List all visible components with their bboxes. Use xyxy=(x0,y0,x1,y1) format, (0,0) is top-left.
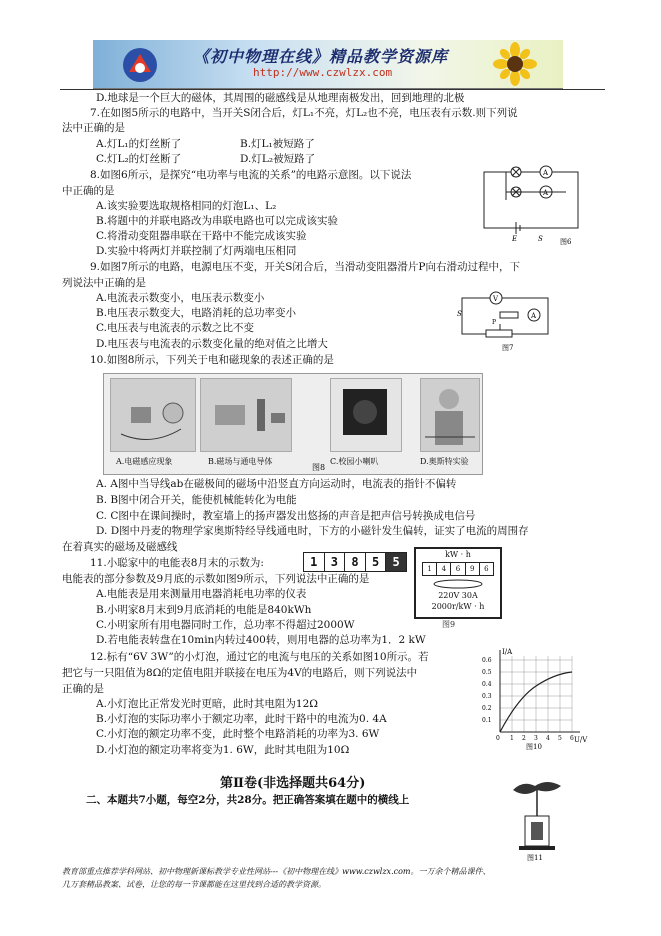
circuit-figure-6 xyxy=(476,152,586,246)
meter-digit: 9 xyxy=(466,563,480,575)
photo-b xyxy=(200,378,292,452)
question-9: 9.如图7所示的电路，电源电压不变，开关S闭合后，当滑动变阻器滑片P向右滑动过程中，下 xyxy=(90,261,520,273)
figure-9-label: 图9 xyxy=(442,620,456,629)
option: D.灯L₂被短路了 xyxy=(240,153,316,165)
meter-digit: 6 xyxy=(484,565,489,573)
y-tick: 0.5 xyxy=(482,669,492,676)
svg-text:S: S xyxy=(457,310,462,318)
banner-title: 《初中物理在线》精品教学资源库 xyxy=(193,47,449,66)
footer-line: 几万套精品教案、试卷，让您的每一节课都能在这里找到合适的教学资源。 xyxy=(62,880,326,889)
graph-ylabel: I/A xyxy=(502,648,513,656)
option: B.电压表示数变大，电路消耗的总功率变小 xyxy=(96,307,297,319)
option: C.灯L₂的灯丝断了 xyxy=(96,153,182,165)
meter-digit: 3 xyxy=(325,553,346,571)
option: B. B图中闭合开关，能使机械能转化为电能 xyxy=(96,494,297,506)
meter-unit: kW · h xyxy=(445,550,471,559)
svg-text:S: S xyxy=(538,235,543,243)
option: C. C图中在课间操时，教室墙上的扬声器发出悠扬的声音是把声信号转换成电信号 xyxy=(96,510,476,522)
y-tick: 0.1 xyxy=(482,717,492,724)
svg-text:P: P xyxy=(492,319,497,326)
footer-line: 教育部重点推荐学科网站、初中物理新课标教学专业性网站---《初中物理在线》www.czwlzx.com。一万余个精品课件、 xyxy=(62,867,491,876)
question-11: 11.小聪家中的电能表8月末的示数为: xyxy=(90,557,264,569)
header-rule xyxy=(60,89,605,90)
option: D.电压表与电流表的示数变化量的绝对值之比增大 xyxy=(96,338,328,350)
svg-text:E: E xyxy=(512,235,518,243)
x-tick: 2 xyxy=(522,735,526,742)
meter-digit: 1 xyxy=(304,553,325,571)
photo-caption: C.校园小喇叭 xyxy=(330,457,379,466)
svg-text:A: A xyxy=(543,189,549,197)
text-line: 中正确的是 xyxy=(62,185,115,197)
option: D. D图中丹麦的物理学家奥斯特经导线通电时，下方的小磁针发生偏转，证实了电流的周围存 xyxy=(96,525,529,537)
option: D.小灯泡的额定功率将变为1. 6W，此时其电阻为10Ω xyxy=(96,744,350,756)
option: A.电流表示数变小，电压表示数变小 xyxy=(96,292,265,304)
option: B.将题中的并联电路改为串联电路也可以完成该实验 xyxy=(96,215,339,227)
option: B.小灯泡的实际功率小于额定功率，此时干路中的电流为0. 4A xyxy=(96,713,387,725)
graph-figure-10 xyxy=(478,646,588,750)
option: A.电能表是用来测量用电器消耗电功率的仪表 xyxy=(96,588,307,600)
option: B.灯L₁被短路了 xyxy=(240,138,315,150)
x-tick: 0 xyxy=(496,735,500,742)
option: C.电压表与电流表的示数之比不变 xyxy=(96,322,254,334)
graph-xlabel: U/V xyxy=(574,736,588,744)
photo-a xyxy=(110,378,196,452)
photo-c xyxy=(330,378,402,452)
circuit-figure-7 xyxy=(456,288,556,354)
banner-url[interactable]: http://www.czwlzx.com xyxy=(253,66,393,79)
photo-caption: A.电磁感应现象 xyxy=(116,457,173,466)
x-tick: 5 xyxy=(558,735,562,742)
question-7: 7.在如图5所示的电路中，当开关S闭合后，灯L₁不亮，灯L₂也不亮，电压表有示数.则下列说 xyxy=(90,107,518,119)
text-line: D.地球是一个巨大的磁体，其周围的磁感线是从地理南极发出，回到地理的北极 xyxy=(96,92,465,104)
option: A.小灯泡比正常发光时更暗，此时其电阻为12Ω xyxy=(96,698,318,710)
figure-8-photos xyxy=(103,373,483,475)
y-tick: 0.4 xyxy=(482,681,492,688)
electricity-meter-figure-9 xyxy=(414,547,502,619)
option: B.小明家8月末到9月底消耗的电能是840kWh xyxy=(96,604,312,616)
y-tick: 0.3 xyxy=(482,693,492,700)
meter-digit: 1 xyxy=(423,563,437,575)
section-2-heading: 二、本题共7小题，每空2分，共28分。把正确答案填在题中的横线上 xyxy=(86,794,410,806)
option: A.该实验要选取规格相同的灯泡L₁、L₂ xyxy=(96,200,277,212)
option: C.小灯泡的额定功率不变，此时整个电路消耗的功率为3. 6W xyxy=(96,728,380,740)
question-8: 8.如图6所示，是探究“电功率与电流的关系”的电路示意图。以下说法 xyxy=(90,169,412,181)
question-10: 10.如图8所示，下列关于电和磁现象的表述正确的是 xyxy=(90,354,334,366)
section-2-title: 第Ⅱ卷(非选择题共64分) xyxy=(220,776,366,791)
meter-digit: 6 xyxy=(451,563,465,575)
x-tick: 1 xyxy=(510,735,514,742)
figure-6-label: 图6 xyxy=(560,238,572,246)
option: C.小明家所有用电器同时工作，总功率不得超过2000W xyxy=(96,619,355,631)
sunflower-icon xyxy=(493,42,537,86)
option: C.将滑动变阻器串联在干路中不能完成该实验 xyxy=(96,230,307,242)
site-banner xyxy=(93,40,563,89)
figure-7-label: 图7 xyxy=(502,344,514,352)
svg-text:A: A xyxy=(531,312,537,320)
option: D.实验中将两灯并联控制了灯两端电压相同 xyxy=(96,245,297,257)
figure-10-label: 图10 xyxy=(526,743,542,750)
y-tick: 0.6 xyxy=(482,657,492,664)
svg-text:A: A xyxy=(543,169,549,177)
meter-reading-september xyxy=(422,562,494,576)
x-tick: 3 xyxy=(534,735,538,742)
meter-digit: 5 xyxy=(386,553,406,571)
meter-revs: 2000r/kW · h xyxy=(431,602,485,611)
text-line: 在着真实的磁场及磁感线 xyxy=(62,541,178,553)
meter-digit: 5 xyxy=(366,553,387,571)
text-line: 把它与一只阻值为8Ω的定值电阻并联接在电压为4V的电路后，则下列说法中 xyxy=(62,667,418,679)
text-line: 电能表的部分参数及9月底的示数如图9所示，下列说法中正确的是 xyxy=(62,573,370,585)
apparatus-figure-11 xyxy=(505,776,569,862)
site-logo-icon xyxy=(121,46,159,84)
meter-rating: 220V 30A xyxy=(438,591,478,600)
option: D.若电能表转盘在10min内转过400转，则用电器的总功率为1．2 kW xyxy=(96,634,426,646)
option: A.灯L₁的灯丝断了 xyxy=(96,138,182,150)
text-line: 列说法中正确的是 xyxy=(62,277,146,289)
meter-digit: 4 xyxy=(437,563,451,575)
option: A. A图中当导线ab在磁极间的磁场中沿竖直方向运动时，电流表的指针不偏转 xyxy=(96,478,457,490)
photo-caption: D.奥斯特实验 xyxy=(420,457,469,466)
meter-dial xyxy=(416,578,500,590)
photo-d xyxy=(420,378,480,452)
text-line: 正确的是 xyxy=(62,683,104,695)
x-tick: 6 xyxy=(570,735,574,742)
figure-8-label: 图8 xyxy=(312,463,326,472)
x-tick: 4 xyxy=(546,735,550,742)
text-line: 法中正确的是 xyxy=(62,122,125,134)
meter-digit: 8 xyxy=(345,553,366,571)
svg-text:V: V xyxy=(493,295,499,303)
figure-11-label: 图11 xyxy=(527,854,543,862)
meter-reading-august xyxy=(303,552,407,572)
question-12: 12.标有“6V 3W”的小灯泡，通过它的电流与电压的关系如图10所示。若 xyxy=(90,651,429,663)
photo-caption: B.磁场与通电导体 xyxy=(208,457,273,466)
y-tick: 0.2 xyxy=(482,705,492,712)
